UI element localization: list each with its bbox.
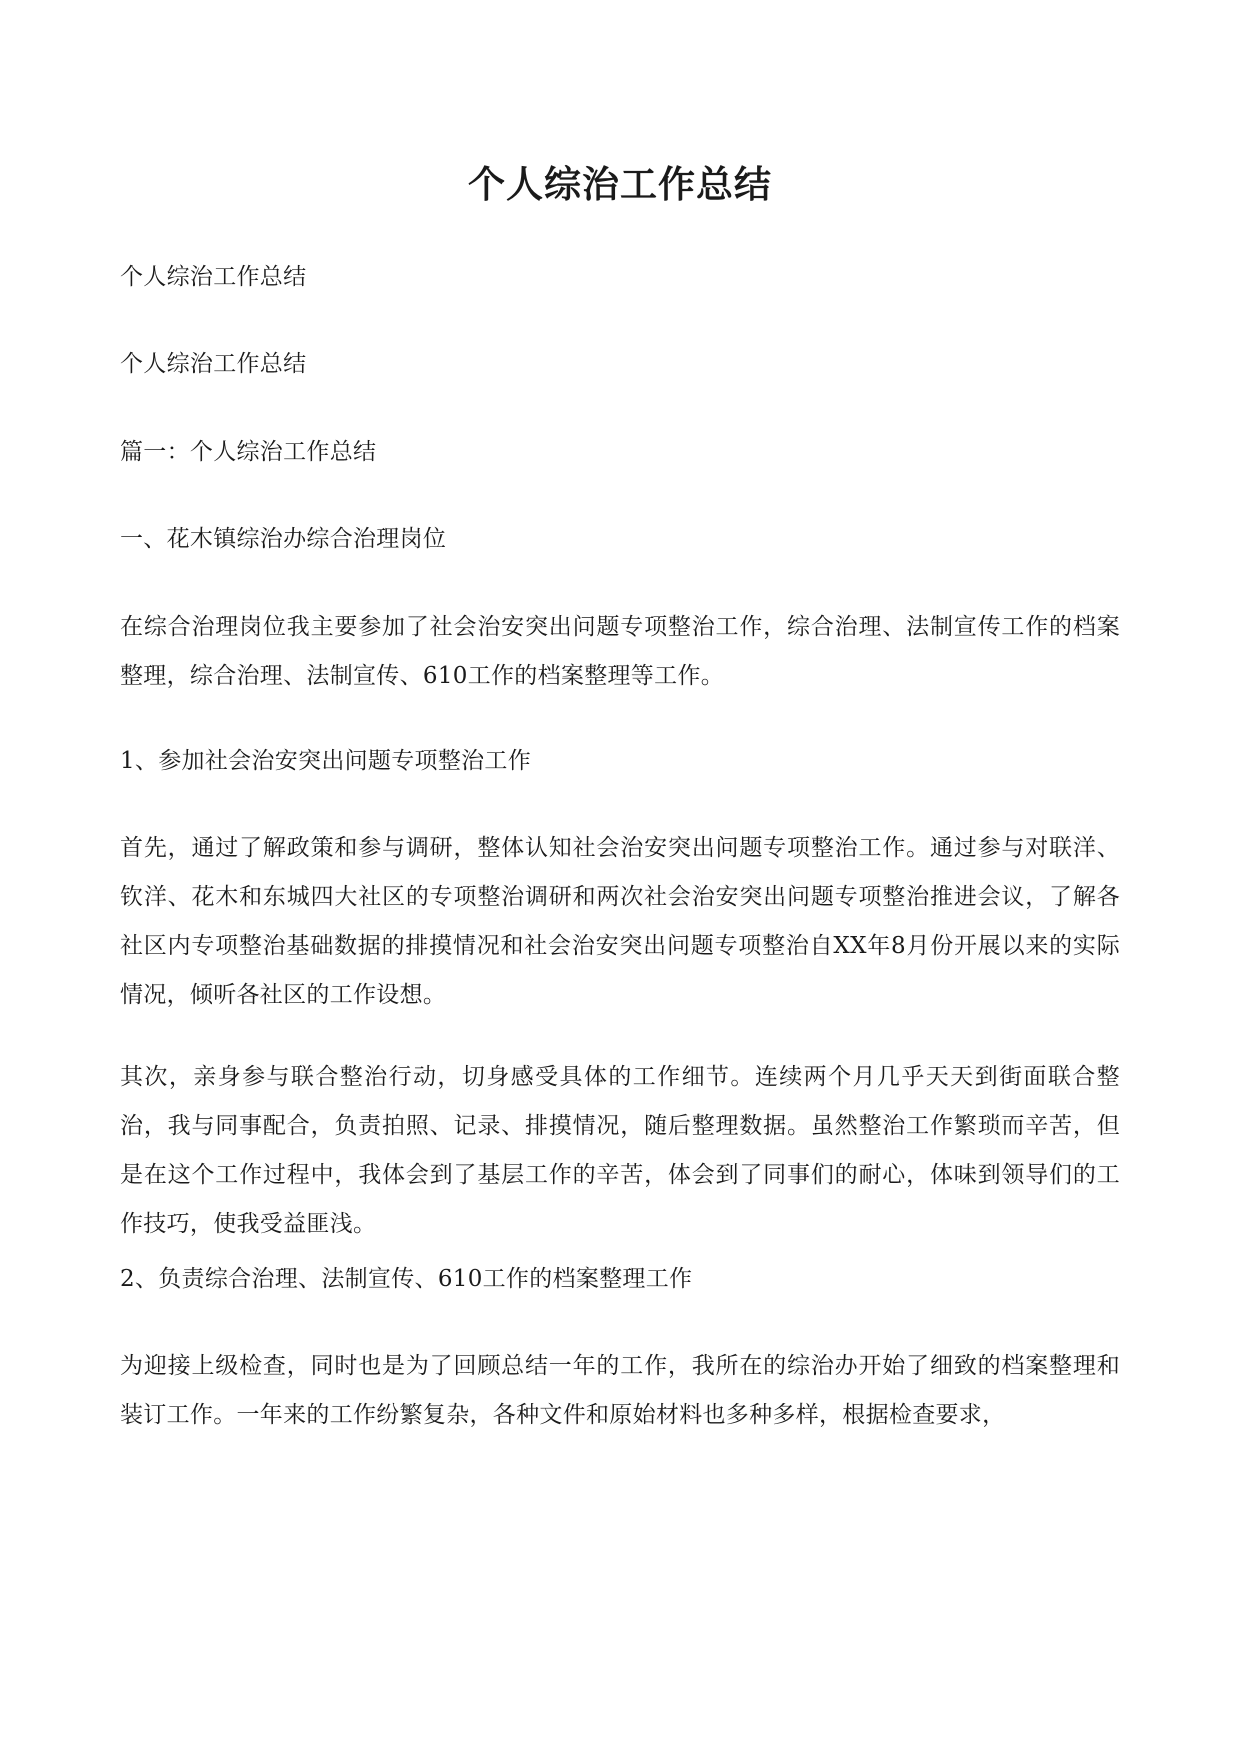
paragraph-body-1: 在综合治理岗位我主要参加了社会治安突出问题专项整治工作，综合治理、法制宣传工作的档案整理，综合治理、法制宣传、610工作的档案整理等工作。 [120,614,1120,689]
paragraph-body-2: 首先，通过了解政策和参与调研，整体认知社会治安突出问题专项整治工作。通过参与对联洋、钦洋、花木和东城四大社区的专项整治调研和两次社会治安突出问题专项整治推进会议，了解各社区内专项整治基础数据的排摸情况和社会治安突出问题专项整治自XX年8月份开展以来的实际情况，倾听各社区的工作设想。 [120,835,1120,1008]
paragraph-section-heading-1: 一、花木镇综治办综合治理岗位 [120,526,447,552]
paragraph-body-3: 其次，亲身参与联合整治行动，切身感受具体的工作细节。连续两个月几乎天天到街面联合整治，我与同事配合，负责拍照、记录、排摸情况，随后整理数据。虽然整治工作繁琐而辛苦，但是在这个工作过程中，我体会到了基层工作的辛苦，体会到了同事们的耐心，体味到领导们的工作技巧，使我受益匪浅。 [120,1064,1120,1237]
paragraph-subtitle-2: 个人综治工作总结 [120,351,307,377]
paragraph-subsection-heading-1: 1、参加社会治安突出问题专项整治工作 [120,748,532,774]
paragraph-subtitle-1: 个人综治工作总结 [120,264,307,290]
paragraph-body-4: 为迎接上级检查，同时也是为了回顾总结一年的工作，我所在的综治办开始了细致的档案整理和装订工作。一年来的工作纷繁复杂，各种文件和原始材料也多种多样，根据检查要求， [120,1353,1120,1428]
paragraph-chapter-heading: 篇一：个人综治工作总结 [120,439,377,465]
document-title: 个人综治工作总结 [468,162,772,206]
paragraph-subsection-heading-2: 2、负责综合治理、法制宣传、610工作的档案整理工作 [120,1266,693,1292]
